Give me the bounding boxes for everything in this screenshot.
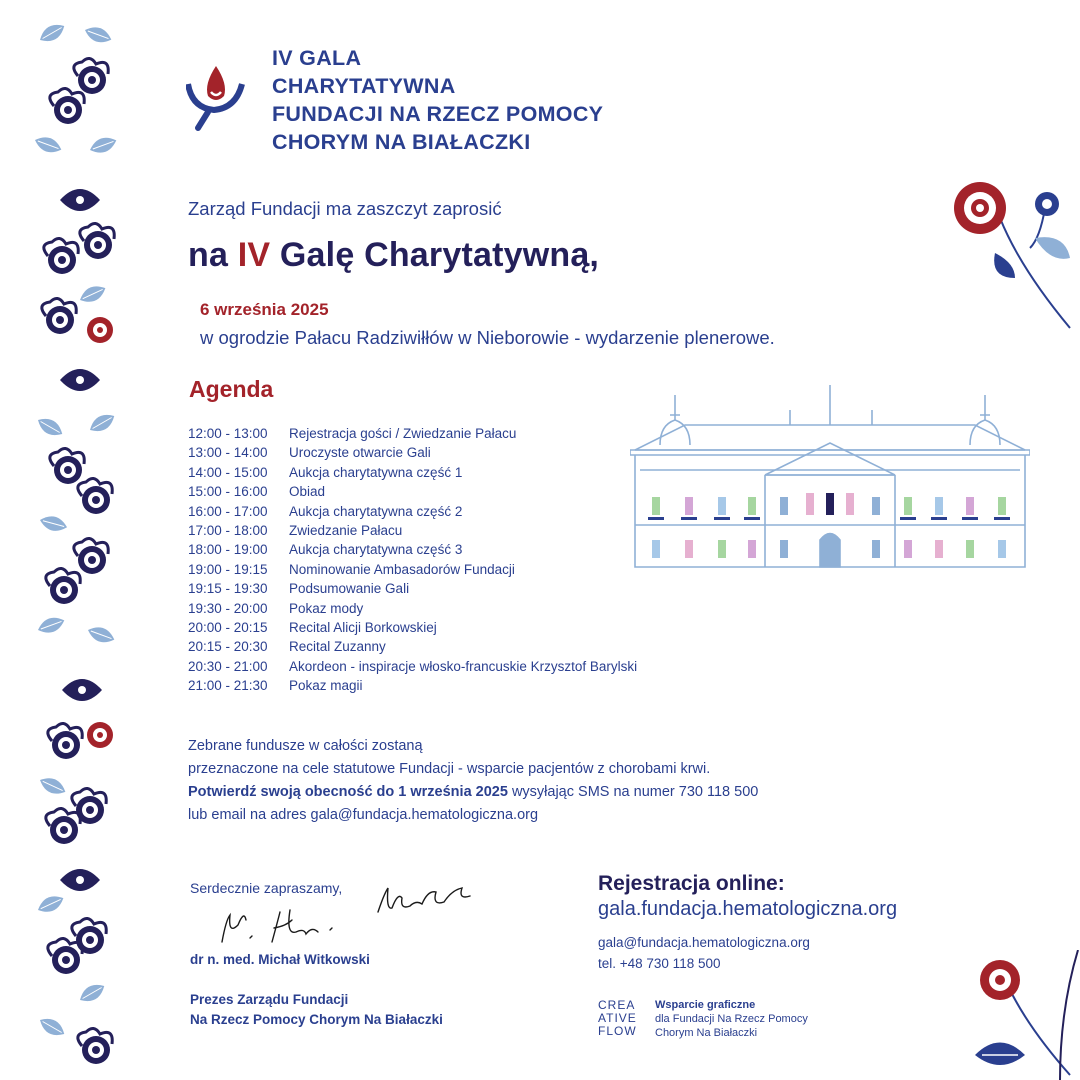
folk-ornament-border: [30, 0, 130, 1080]
agenda-time: 19:30 - 20:00: [188, 600, 268, 616]
foundation-drop-logo: [186, 62, 246, 132]
agenda-time: 12:00 - 13:00: [188, 426, 268, 441]
agenda-label: Uroczyste otwarcie Gali: [289, 445, 431, 461]
agenda-item: [188, 676, 637, 695]
creative-flow-logo-text: ATIVE: [598, 1011, 637, 1025]
agenda-item: [188, 463, 637, 482]
gala-title-line: CHARYTATYWNA: [272, 74, 456, 98]
agenda-time: 20:30 - 21:00: [188, 658, 268, 674]
rsvp-email-line: lub email na adres gala@fundacja.hematologiczna.org: [188, 807, 539, 823]
agenda-time: 14:00 - 15:00: [188, 464, 268, 480]
agenda-time: 20:15 - 20:30: [188, 639, 268, 655]
agenda-time: 19:00 - 19:15: [188, 561, 268, 577]
invitation-intro: Zarząd Fundacji ma zaszczyt zaprosić: [188, 198, 502, 219]
invitation-headline: [188, 236, 599, 275]
agenda-item: [188, 424, 637, 443]
rsvp-line: [188, 781, 758, 804]
agenda-item: [188, 618, 637, 637]
agenda-label: Zwiedzanie Pałacu: [289, 522, 403, 538]
agenda-item: [188, 599, 637, 618]
agenda-time: 15:00 - 16:00: [188, 484, 268, 500]
creative-flow-logo: [598, 998, 648, 1040]
agenda-label: Nominowanie Ambasadorów Fundacji: [289, 561, 515, 577]
sponsor-title: Wsparcie graficzne: [655, 999, 756, 1011]
agenda-label: Aukcja charytatywna część 2: [289, 503, 463, 519]
agenda-time: 18:00 - 19:00: [188, 542, 268, 558]
handwritten-signature: [200, 880, 490, 950]
registration-url[interactable]: gala.fundacja.hematologiczna.org: [598, 898, 898, 920]
event-date: 6 września 2025: [200, 300, 329, 319]
registration-phone: tel. +48 730 118 500: [598, 956, 721, 971]
gala-title-line: FUNDACJI NA RZECZ POMOCY: [272, 102, 604, 126]
agenda-label: Pokaz magii: [289, 678, 363, 694]
registration-email[interactable]: gala@fundacja.hematologiczna.org: [598, 935, 810, 950]
agenda-item: [188, 482, 637, 501]
signer-role-line: Prezes Zarządu Fundacji: [190, 992, 349, 1007]
greeting: Serdecznie zapraszamy,: [190, 880, 343, 896]
agenda-time: 13:00 - 14:00: [188, 445, 268, 461]
agenda-label: Recital Alicji Borkowskiej: [289, 619, 437, 635]
agenda-label: Rejestracja gości / Zwiedzanie Pałacu: [289, 426, 517, 441]
agenda-item: [188, 560, 637, 579]
creative-flow-logo-text: CREA: [598, 998, 636, 1012]
agenda-time: 17:00 - 18:00: [188, 522, 268, 538]
sponsor-credit: [655, 998, 808, 1040]
red-flower-ornament: [940, 178, 1080, 338]
signer-role: [190, 990, 443, 1030]
agenda-item: [188, 540, 637, 559]
agenda-list: [188, 424, 637, 695]
agenda-time: 16:00 - 17:00: [188, 503, 268, 519]
agenda-item: [188, 521, 637, 540]
agenda-label: Akordeon - inspiracje włosko-francuskie Krzysztof Barylski: [289, 658, 638, 674]
rsvp-deadline: Potwierdź swoją obecność do 1 września 2025: [188, 784, 508, 800]
headline-suffix: Galę Charytatywną,: [270, 236, 600, 274]
sponsor-line: Chorym Na Białaczki: [655, 1027, 758, 1039]
signer-role-line: Na Rzecz Pomocy Chorym Na Białaczki: [190, 1012, 443, 1027]
agenda-item: [188, 443, 637, 462]
gala-title-line: IV GALA: [272, 46, 362, 70]
agenda-item: [188, 657, 637, 676]
agenda-item: [188, 502, 637, 521]
agenda-time: 20:00 - 20:15: [188, 619, 268, 635]
ornament-pattern: [33, 20, 119, 1064]
event-place: w ogrodzie Pałacu Radziwiłłów w Nieborowie - wydarzenie plenerowe.: [200, 327, 775, 348]
agenda-time: 19:15 - 19:30: [188, 581, 268, 597]
agenda-title: Agenda: [189, 376, 274, 402]
funds-line: przeznaczone na cele statutowe Fundacji - wsparcie pacjentów z chorobami krwi.: [188, 761, 711, 777]
agenda-label: Aukcja charytatywna część 1: [289, 464, 463, 480]
agenda-time: 21:00 - 21:30: [188, 678, 268, 694]
gala-title-line: CHORYM NA BIAŁACZKI: [272, 130, 531, 154]
online-registration: [598, 872, 897, 971]
agenda-label: Podsumowanie Gali: [289, 581, 410, 597]
gala-title: [272, 44, 603, 156]
funds-line: Zebrane fundusze w całości zostaną: [188, 738, 423, 754]
funds-info: [188, 735, 758, 827]
palace-illustration: [630, 385, 1030, 575]
headline-prefix: na: [188, 236, 238, 274]
registration-title: Rejestracja online:: [598, 872, 785, 895]
agenda-item: [188, 579, 637, 598]
agenda-label: Aukcja charytatywna część 3: [289, 542, 463, 558]
rsvp-sms: wysyłając SMS na numer 730 118 500: [507, 784, 759, 800]
creative-flow-logo-text: FLOW: [598, 1024, 637, 1038]
headline-accent: IV: [237, 236, 271, 274]
agenda-label: Recital Zuzanny: [289, 639, 386, 655]
signer-name: dr n. med. Michał Witkowski: [190, 952, 370, 967]
agenda-label: Obiad: [289, 484, 326, 500]
sponsor-line: dla Fundacji Na Rzecz Pomocy: [655, 1013, 808, 1025]
agenda-label: Pokaz mody: [289, 600, 364, 616]
agenda-item: [188, 637, 637, 656]
red-flower-ornament-bottom: [960, 950, 1080, 1080]
